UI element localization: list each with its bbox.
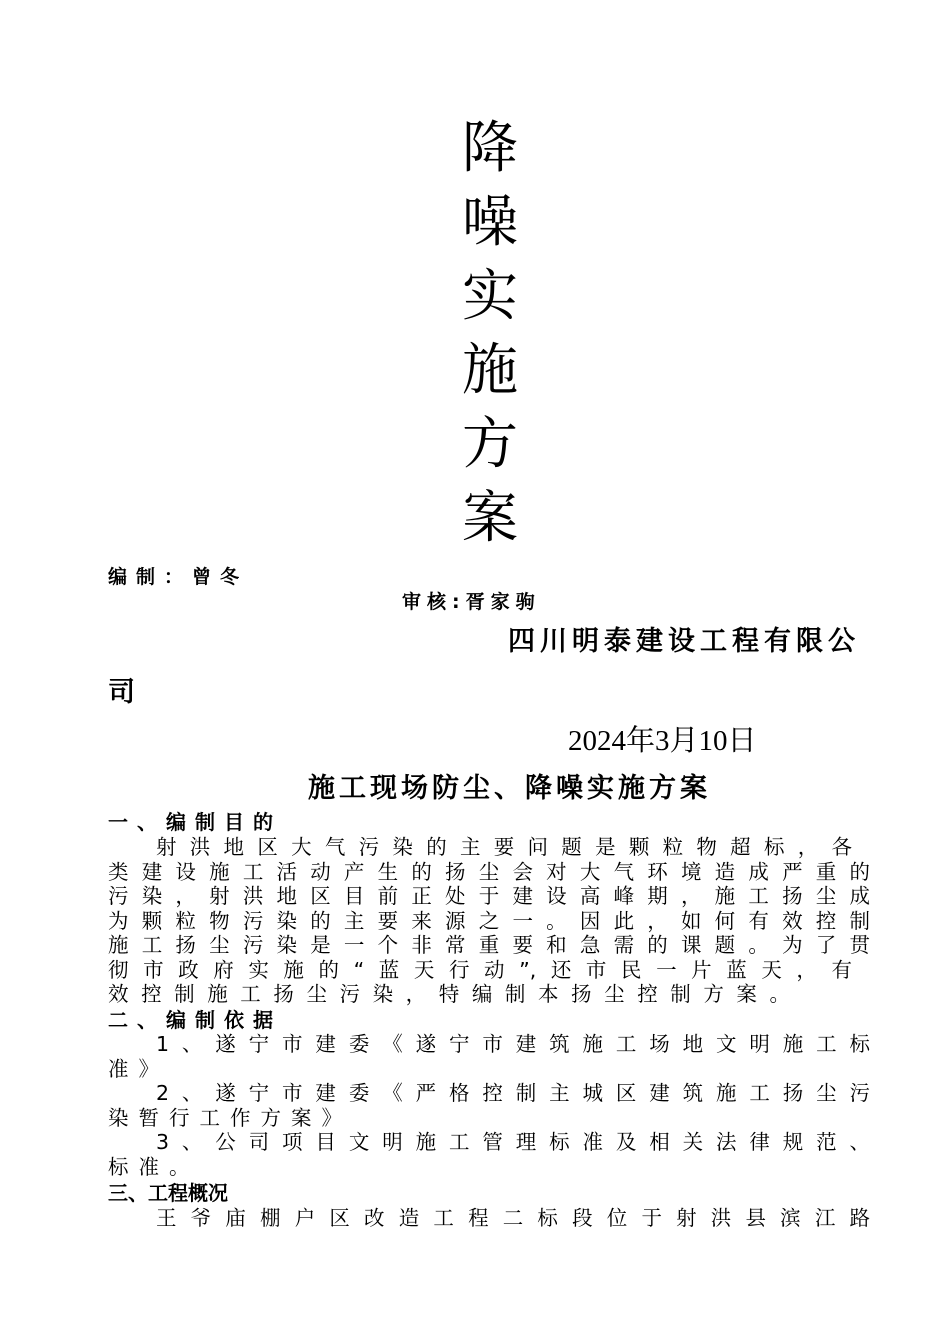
section2-heading: 二、编制依据 — [108, 1008, 282, 1032]
list-item-line: 标准。 — [108, 1154, 200, 1179]
list-item-line: 3、公司项目文明施工管理标准及相关法律规范、 — [156, 1130, 870, 1154]
paragraph-line: 效控制施工扬尘污染，特编制本扬尘控制方案。 — [108, 982, 790, 1006]
paragraph-line: 为颗粒物污染的主要来源之一。因此，如何有效控制 — [108, 908, 870, 933]
list-item-line: 准》 — [108, 1056, 169, 1081]
section2-body — [108, 1032, 870, 1179]
paragraph-line: 类建设施工活动产生的扬尘会对大气环境造成严重的 — [108, 859, 870, 884]
paragraph-line: 王爷庙棚户区改造工程二标段位于射洪县滨江路 — [156, 1206, 870, 1230]
paragraph-line: 污染，射洪地区目前正处于建设高峰期，施工扬尘成 — [108, 884, 870, 908]
cover-title-char: 实 — [462, 264, 518, 329]
section3-body — [108, 1206, 870, 1231]
document-title: 施工现场防尘、降噪实施方案 — [308, 773, 711, 804]
section3-heading: 三、工程概况 — [108, 1181, 228, 1205]
compiler-label: 编制：曾冬 — [108, 566, 249, 588]
section1-heading: 一、编制目的 — [108, 810, 282, 834]
cover-title-char: 方 — [462, 412, 518, 477]
paragraph-line: 施工扬尘污染是一个非常重要和急需的课题。为了贯 — [108, 933, 870, 957]
list-item-line: 2、遂宁市建委《严格控制主城区建筑施工扬尘污 — [156, 1081, 870, 1105]
section1-body — [108, 835, 870, 1007]
paragraph-line: 彻市政府实施的“蓝天行动”,还市民一片蓝天，有 — [108, 957, 852, 982]
list-item-line: 1、遂宁市建委《遂宁市建筑施工场地文明施工标 — [156, 1032, 870, 1056]
cover-title-char: 施 — [462, 338, 518, 403]
list-item-line: 染暂行工作方案》 — [108, 1105, 352, 1130]
reviewer-label: 审核:胥家驹 — [402, 591, 541, 613]
company-name-line1: 四川明泰建设工程有限公 — [508, 626, 860, 657]
paragraph-line: 射洪地区大气污染的主要问题是颗粒物超标，各 — [156, 835, 852, 859]
document-date: 2024年3月10日 — [568, 725, 757, 757]
cover-title-char: 降 — [462, 116, 518, 181]
cover-title-char: 案 — [462, 486, 518, 551]
company-name-line2: 司 — [108, 677, 135, 708]
cover-title-char: 噪 — [462, 190, 518, 255]
cover-title — [458, 112, 522, 556]
